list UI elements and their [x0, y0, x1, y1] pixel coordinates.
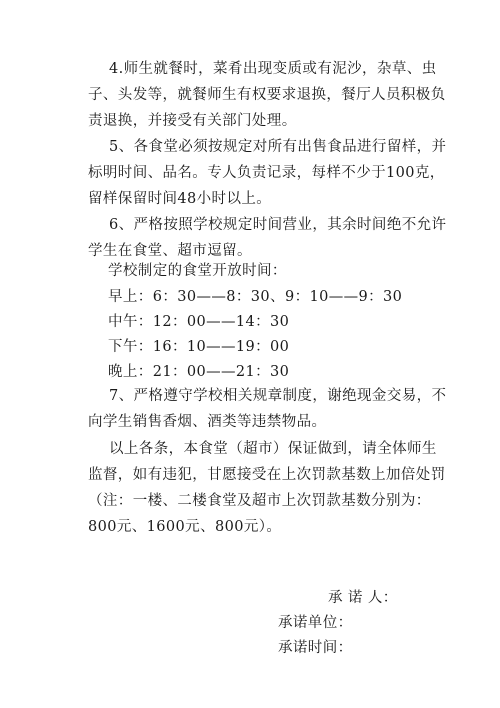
rule-6-paragraph: 6、严格按照学校规定时间营业，其余时间绝不允许学生在食堂、超市逗留。 — [88, 217, 447, 259]
signature-unit: 承诺单位： — [278, 615, 353, 631]
signature-promisor: 承 诺 人： — [328, 590, 398, 606]
signature-time: 承诺时间： — [278, 640, 353, 656]
hours-afternoon: 下午：16：10——19：00 — [108, 339, 290, 355]
hours-morning: 早上：6：30——8：30、9：10——9：30 — [108, 289, 403, 305]
hours-noon: 中午：12：00——14：30 — [108, 314, 290, 330]
closing-paragraph: 以上各条，本食堂（超市）保证做到，请全体师生监督，如有违犯，甘愿接受在上次罚款基数上加倍处罚（注：一楼、二楼食堂及超市上次罚款基数分别为：800元、1600元、800元）。 — [88, 441, 446, 535]
rule-5-paragraph: 5、各食堂必须按规定对所有出售食品进行留样，并标明时间、品名。专人负责记录，每样不少于100克，留样保留时间48小时以上。 — [88, 139, 447, 207]
hours-evening: 晚上：21：00——21：30 — [108, 364, 290, 380]
rule-7-paragraph: 7、严格遵守学校相关规章制度，谢绝现金交易，不向学生销售香烟、酒类等违禁物品。 — [88, 388, 447, 430]
rule-4-paragraph: 4.师生就餐时，菜肴出现变质或有泥沙，杂草、虫子、头发等，就餐师生有权要求退换，餐厅人员积极负责退换，并接受有关部门处理。 — [88, 61, 446, 129]
opening-hours-title: 学校制定的食堂开放时间： — [108, 263, 287, 279]
